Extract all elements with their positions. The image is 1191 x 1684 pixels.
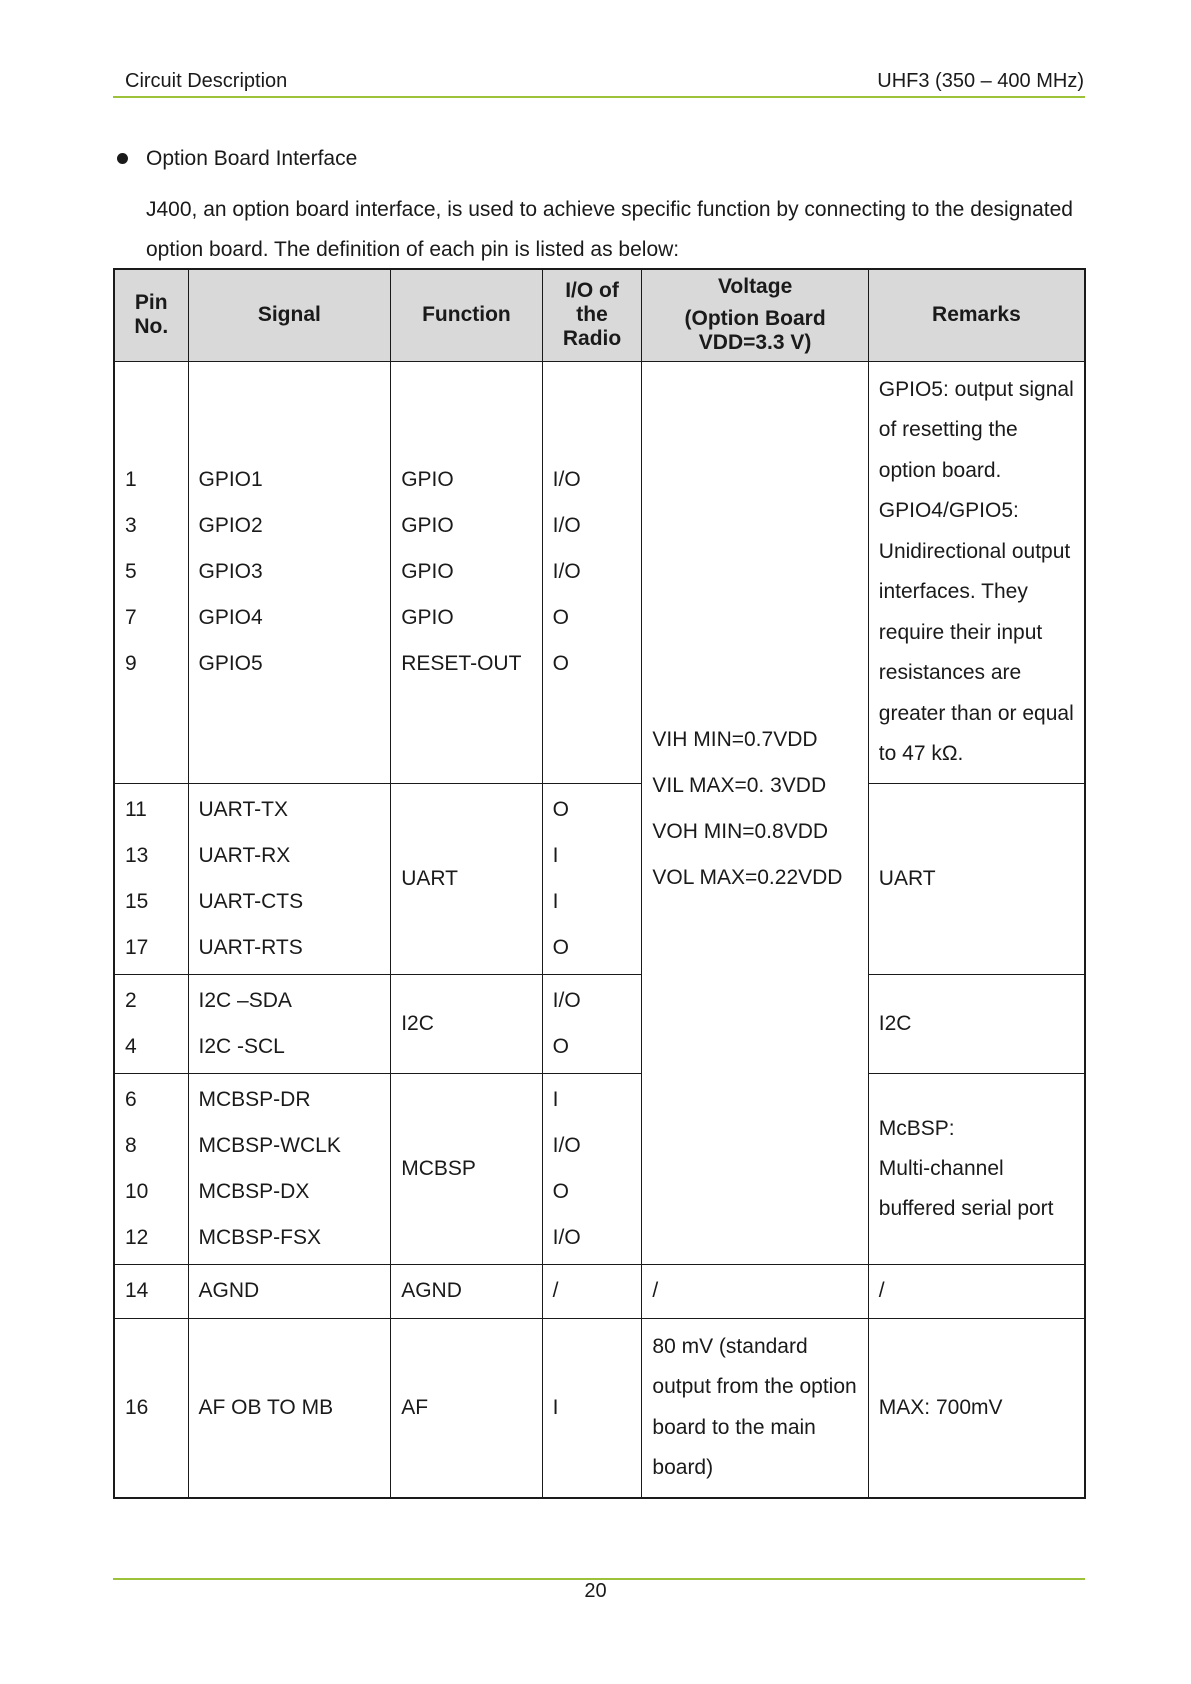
function-cell: I2C [391, 974, 542, 1073]
pin-cell: 1 3 5 7 9 [114, 361, 188, 783]
io-cell: I/O O [542, 974, 642, 1073]
pin-cell: 6 8 10 12 [114, 1073, 188, 1264]
table-header-row [114, 269, 1085, 361]
remarks-cell [868, 361, 1085, 783]
table-row [114, 1264, 1085, 1318]
io-cell: I/O I/O I/O O O [542, 361, 642, 783]
section-title: Option Board Interface [146, 147, 358, 170]
pin-definition-table [113, 268, 1086, 1499]
remarks-text: GPIO5: output signal of resetting the option board. [878, 377, 1074, 482]
table-row [114, 1073, 1085, 1264]
signal-cell: I2C –SDA I2C -SCL [188, 974, 391, 1073]
io-cell: / [542, 1264, 642, 1318]
io-cell: O I I O [542, 783, 642, 974]
voltage-cell: 80 mV (standard output from the option board to the main board) [642, 1318, 868, 1498]
remarks-text: GPIO4/GPIO5: Unidirectional output interfaces. They require their input resistances are greater than or equal to 47 kΩ. [878, 499, 1074, 765]
intro-line: option board. The definition of each pin is listed as below: [146, 238, 680, 261]
intro-paragraph [146, 190, 1086, 270]
pin-cell: 11 13 15 17 [114, 783, 188, 974]
header-pin-no: Pin No. [114, 269, 188, 361]
remarks-cell: McBSP: Multi-channel buffered serial port [868, 1073, 1085, 1264]
table-row [114, 974, 1085, 1073]
header-remarks: Remarks [868, 269, 1085, 361]
header-rule [113, 96, 1085, 98]
intro-line: J400, an option board interface, is used to achieve specific function by connecting to the designated [146, 198, 1073, 221]
bullet-icon [117, 153, 128, 164]
header-io: I/O of the Radio [542, 269, 642, 361]
pin-cell: 2 4 [114, 974, 188, 1073]
remarks-cell: / [868, 1264, 1085, 1318]
header-model-title: UHF3 (350 – 400 MHz) [877, 70, 1084, 92]
remarks-cell: UART [868, 783, 1085, 974]
signal-cell: UART-TX UART-RX UART-CTS UART-RTS [188, 783, 391, 974]
function-cell: GPIO GPIO GPIO GPIO RESET-OUT [391, 361, 542, 783]
voltage-cell: / [642, 1264, 868, 1318]
function-cell: AGND [391, 1264, 542, 1318]
table-row [114, 361, 1085, 783]
signal-cell: AGND [188, 1264, 391, 1318]
io-cell: I I/O O I/O [542, 1073, 642, 1264]
function-cell: UART [391, 783, 542, 974]
signal-cell: AF OB TO MB [188, 1318, 391, 1498]
table-row [114, 783, 1085, 974]
signal-cell: MCBSP-DR MCBSP-WCLK MCBSP-DX MCBSP-FSX [188, 1073, 391, 1264]
signal-cell: GPIO1 GPIO2 GPIO3 GPIO4 GPIO5 [188, 361, 391, 783]
page-number: 20 [584, 1580, 607, 1602]
header-function: Function [391, 269, 542, 361]
remarks-cell: I2C [868, 974, 1085, 1073]
remarks-cell: MAX: 700mV [868, 1318, 1085, 1498]
voltage-levels-cell: VIH MIN=0.7VDD VIL MAX=0. 3VDD VOH MIN=0.8VDD VOL MAX=0.22VDD [642, 361, 868, 1264]
header-section-title: Circuit Description [125, 70, 288, 92]
header-voltage: Voltage (Option Board VDD=3.3 V) [642, 269, 868, 361]
pin-cell: 16 [114, 1318, 188, 1498]
function-cell: MCBSP [391, 1073, 542, 1264]
header-signal: Signal [188, 269, 391, 361]
io-cell: I [542, 1318, 642, 1498]
pin-cell: 14 [114, 1264, 188, 1318]
table-row [114, 1318, 1085, 1498]
function-cell: AF [391, 1318, 542, 1498]
